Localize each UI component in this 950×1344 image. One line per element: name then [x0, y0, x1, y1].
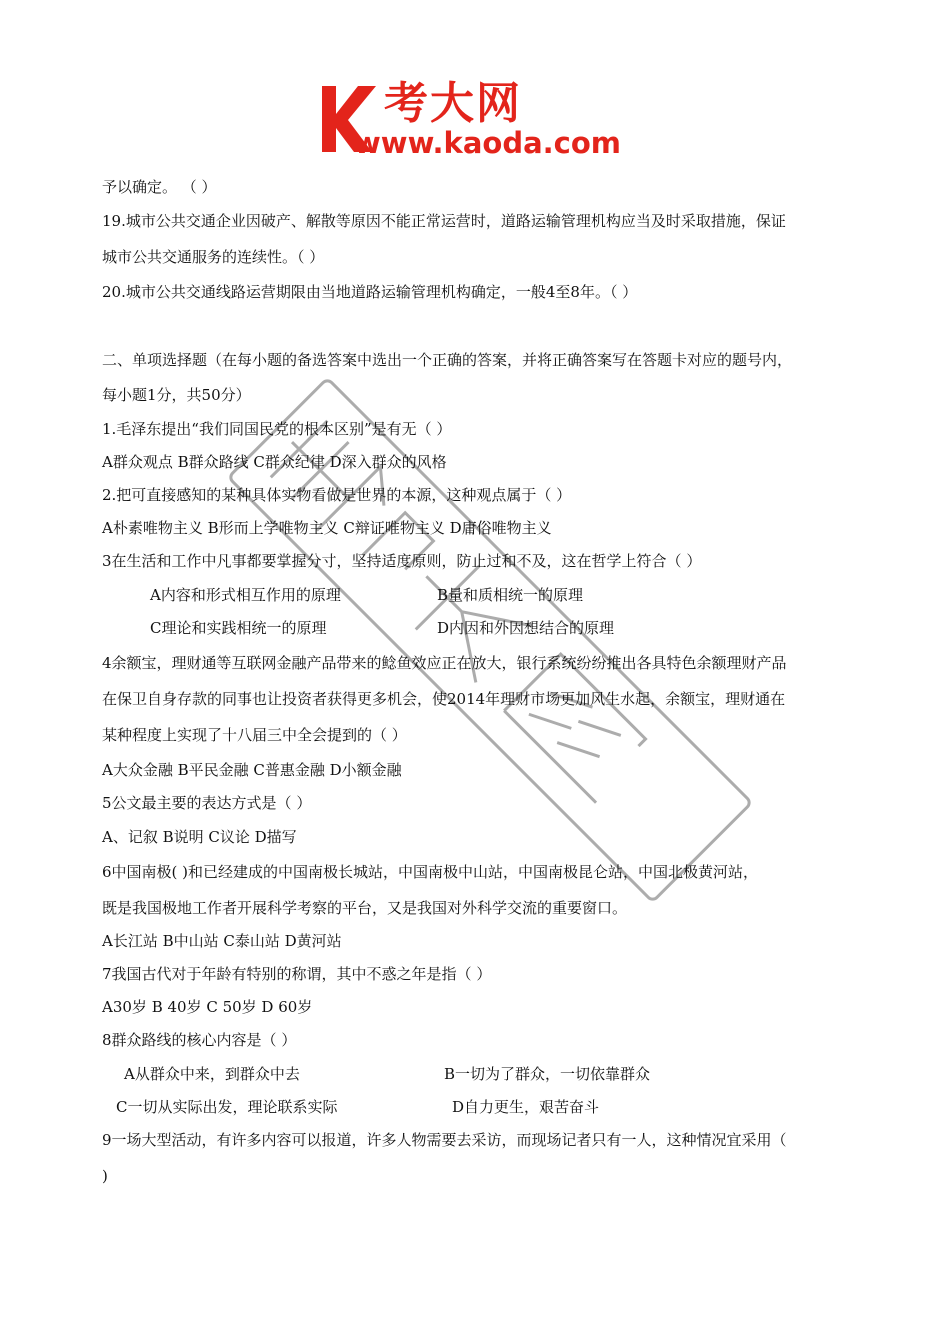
question-6-options: A长江站 B中山站 C泰山站 D黄河站 [102, 932, 342, 950]
question-5: 5公文最主要的表达方式是（ ） [102, 794, 312, 812]
question-8-option-b: B一切为了群众，一切依靠群众 [444, 1065, 651, 1083]
question-20: 20.城市公共交通线路运营期限由当地道路运输管理机构确定，一般4至8年。（ ） [102, 283, 638, 301]
question-2-options: A朴素唯物主义 B形而上学唯物主义 C辩证唯物主义 D庸俗唯物主义 [102, 519, 552, 537]
question-4: 4余额宝，理财通等互联网金融产品带来的鲶鱼效应正在放大，银行系统纷纷推出各具特色余额理财产品 [102, 654, 787, 672]
question-3-option-b: B量和质相统一的原理 [437, 586, 584, 604]
question-4-cont: 在保卫自身存款的同事也让投资者获得更多机会，使2014年理财市场更加风生水起，余额宝，理财通在 [102, 690, 786, 708]
question-3-option-d: D内因和外因想结合的原理 [437, 619, 615, 637]
question-6-cont: 既是我国极地工作者开展科学考察的平台，又是我国对外科学交流的重要窗口。 [102, 899, 628, 917]
question-8-option-a: A从群众中来，到群众中去 [124, 1065, 300, 1083]
section-heading: 二、单项选择题（在每小题的备选答案中选出一个正确的答案，并将正确答案写在答题卡对应的题号内， [102, 351, 793, 369]
kaoda-logo [318, 80, 648, 160]
section-heading-cont: 每小题1分，共50分） [102, 386, 251, 404]
question-8: 8群众路线的核心内容是（ ） [102, 1031, 297, 1049]
question-2: 2.把可直接感知的某种具体实物看做是世界的本源，这种观点属于（ ） [102, 486, 572, 504]
question-3-option-c: C理论和实践相统一的原理 [150, 619, 327, 637]
question-5-options: A、记叙 B说明 C议论 D描写 [102, 828, 297, 846]
question-8-option-c: C一切从实际出发，理论联系实际 [116, 1098, 338, 1116]
logo-chinese-text: 考大网 [384, 78, 522, 129]
question-9-cont: ) [102, 1167, 108, 1185]
question-3: 3在生活和工作中凡事都要掌握分寸，坚持适度原则，防止过和不及，这在哲学上符合（ ） [102, 552, 702, 570]
logo-url-text: www.kaoda.com [354, 126, 621, 160]
question-9: 9一场大型活动，有许多内容可以报道，许多人物需要去采访，而现场记者只有一人，这种情况宜采用（ [102, 1131, 787, 1149]
question-6: 6中国南极( )和已经建成的中国南极长城站，中国南极中山站，中国南极昆仑站，中国北极黄河站， [102, 863, 759, 881]
question-7: 7我国古代对于年龄有特别的称谓，其中不惑之年是指（ ） [102, 965, 492, 983]
question-8-option-d: D自力更生，艰苦奋斗 [452, 1098, 600, 1116]
text-line: 城市公共交通服务的连续性。（ ） [102, 248, 325, 266]
text-line: 予以确定。 （ ） [102, 178, 217, 196]
question-4-options: A大众金融 B平民金融 C普惠金融 D小额金融 [102, 761, 402, 779]
question-1: 1.毛泽东提出“我们同国民党的根本区别”是有无（ ） [102, 420, 452, 438]
question-19: 19.城市公共交通企业因破产、解散等原因不能正常运营时，道路运输管理机构应当及时采取措施，保证 [102, 212, 786, 230]
question-3-option-a: A内容和形式相互作用的原理 [150, 586, 341, 604]
question-4-cont: 某种程度上实现了十八届三中全会提到的（ ） [102, 726, 407, 744]
question-1-options: A群众观点 B群众路线 C群众纪律 D深入群众的风格 [102, 453, 447, 471]
question-7-options: A30岁 B 40岁 C 50岁 D 60岁 [102, 998, 313, 1016]
